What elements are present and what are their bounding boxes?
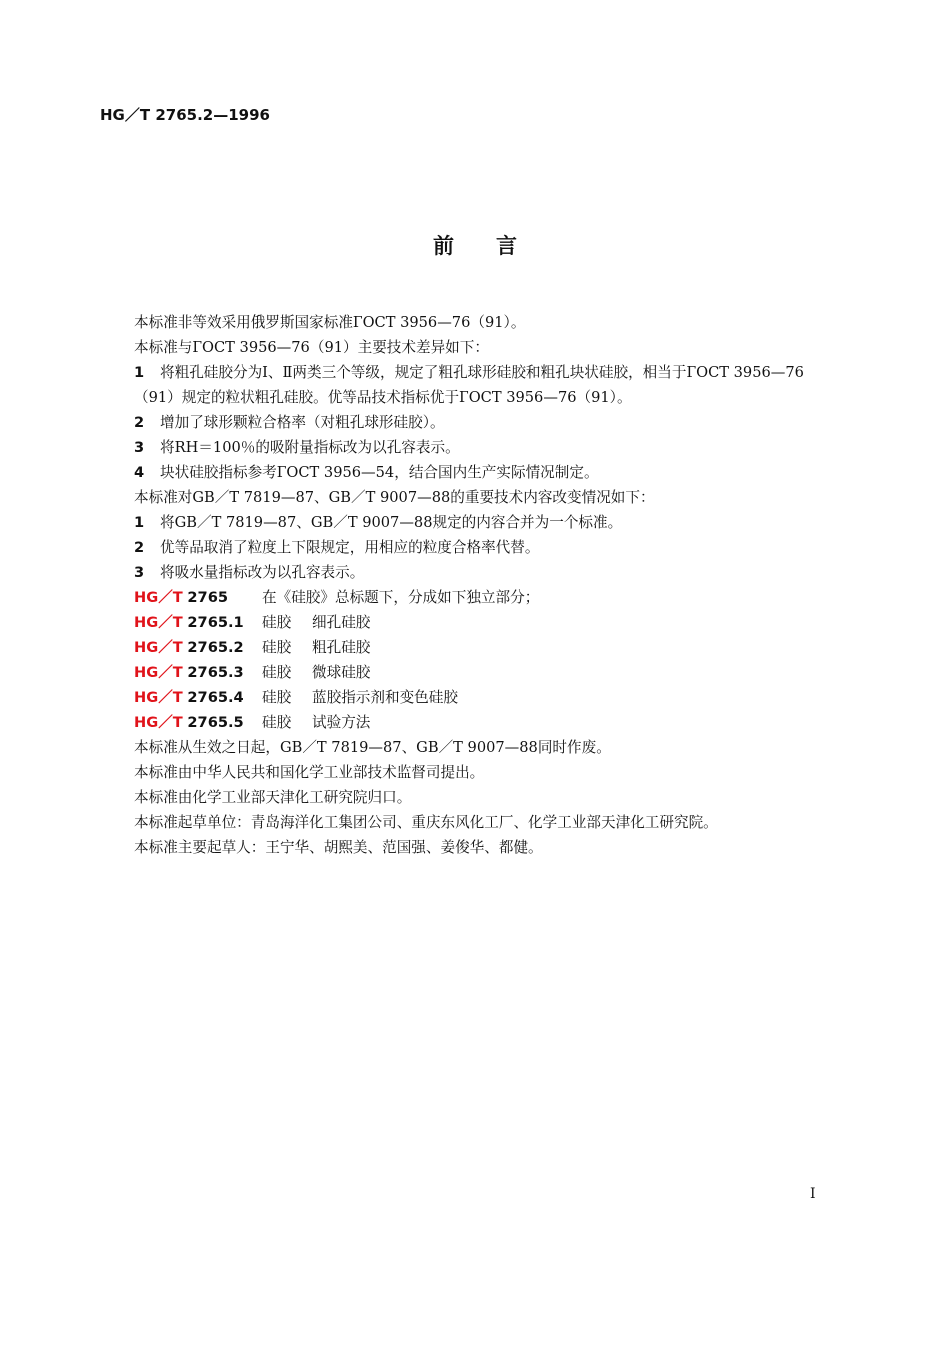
diff-item [100,360,840,410]
item-text: 将粗孔硅胶分为Ⅰ、Ⅱ两类三个等级，规定了粗孔球形硅胶和粗孔块状硅胶，相当于ГОСТ 3956—76（91）规定的粒状粗孔硅胶。优等品技术指标优于ГОСТ 3956—76（91）。 [134,364,804,406]
item-text: 将RH＝100％的吸附量指标改为以孔容表示。 [160,439,460,456]
item-number: 3 [134,564,145,581]
closing-line: 本标准主要起草人：王宁华、胡熙美、范国强、姜俊华、都健。 [134,839,543,856]
part-category: 硅胶 [262,714,292,731]
closing-line: 本标准起草单位：青岛海洋化工集团公司、重庆东风化工厂、化学工业部天津化工研究院。 [134,814,718,831]
series-prefix: HG／T [134,589,183,606]
diff-item [100,435,840,460]
foreword-body [100,310,840,860]
change-item [100,535,840,560]
closing-line: 本标准由化学工业部天津化工研究院归口。 [134,789,412,806]
item-text: 增加了球形颗粒合格率（对粗孔球形硅胶）。 [160,414,445,431]
series-text: 在《硅胶》总标题下，分成如下独立部分； [262,589,540,606]
change-item [100,560,840,585]
series-part [100,660,840,685]
part-number: 2765.5 [187,714,244,731]
part-category: 硅胶 [262,689,292,706]
series-part [100,710,840,735]
series-part [100,635,840,660]
part-name: 粗孔硅胶 [312,639,371,656]
change-intro: 本标准对GB／T 7819—87、GB／T 9007—88的重要技术内容改变情况如下： [134,489,655,506]
part-name: 试验方法 [312,714,371,731]
part-name: 蓝胶指示剂和变色硅胶 [312,689,458,706]
part-prefix: HG／T [134,614,183,631]
diff-item [100,410,840,435]
part-prefix: HG／T [134,689,183,706]
series-part [100,610,840,635]
item-number: 2 [134,539,145,556]
item-text: 优等品取消了粒度上下限规定，用相应的粒度合格率代替。 [160,539,540,556]
part-name: 微球硅胶 [312,664,371,681]
item-text: 将吸水量指标改为以孔容表示。 [160,564,365,581]
change-item [100,510,840,535]
part-number: 2765.2 [187,639,244,656]
item-number: 1 [134,364,145,381]
diff-item [100,460,840,485]
page-title: 前 言 [433,234,517,258]
item-number: 3 [134,439,145,456]
intro-line: 本标准与ГОСТ 3956—76（91）主要技术差异如下： [134,339,489,356]
part-prefix: HG／T [134,664,183,681]
series-part [100,685,840,710]
part-prefix: HG／T [134,639,183,656]
page-number: I [810,1186,816,1202]
closing-line: 本标准由中华人民共和国化学工业部技术监督司提出。 [134,764,485,781]
part-number: 2765.1 [187,614,244,631]
series-line [100,585,840,610]
part-prefix: HG／T [134,714,183,731]
item-text: 块状硅胶指标参考ГОСТ 3956—54，结合国内生产实际情况制定。 [160,464,599,481]
item-number: 2 [134,414,145,431]
part-category: 硅胶 [262,664,292,681]
part-number: 2765.3 [187,664,244,681]
item-number: 1 [134,514,145,531]
document-code: HG／T 2765.2—1996 [100,106,270,124]
item-number: 4 [134,464,145,481]
intro-line: 本标准非等效采用俄罗斯国家标准ГОСТ 3956—76（91）。 [134,314,526,331]
part-name: 细孔硅胶 [312,614,371,631]
item-text: 将GB／T 7819—87、GB／T 9007—88规定的内容合并为一个标准。 [160,514,623,531]
closing-line: 本标准从生效之日起，GB／T 7819—87、GB／T 9007—88同时作废。 [134,739,611,756]
series-number: 2765 [187,589,229,606]
part-number: 2765.4 [187,689,244,706]
part-category: 硅胶 [262,614,292,631]
part-category: 硅胶 [262,639,292,656]
